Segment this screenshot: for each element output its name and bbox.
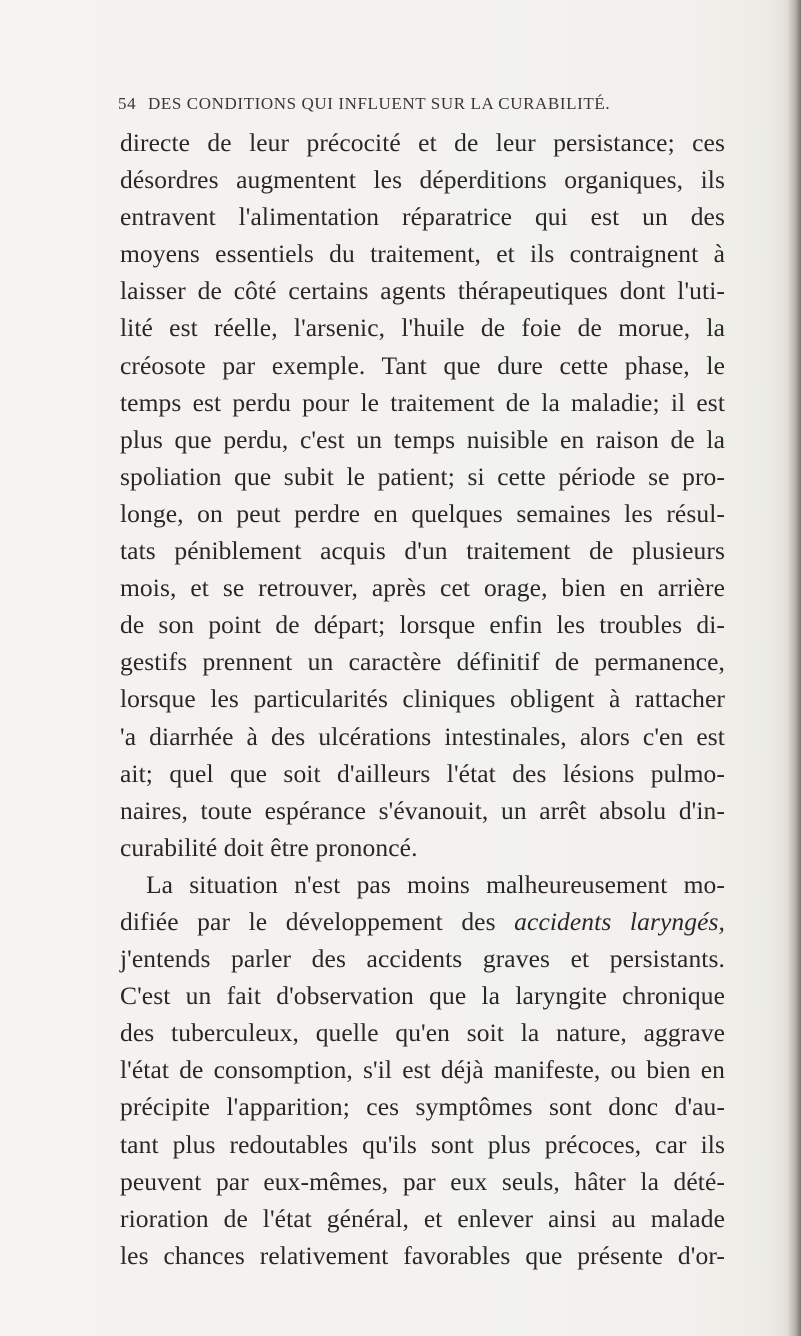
text-segment: difiée par le développement des <box>120 906 515 936</box>
text-line: précipite l'apparition; ces symptômes sont donc d'au- <box>120 1092 725 1122</box>
page-edge-shadow <box>787 0 801 1336</box>
text-line: désordres augmentent les déperditions organiques, ils <box>120 165 725 195</box>
text-line: curabilité doit être prononcé. <box>120 832 418 862</box>
text-line: l'état de consomption, s'il est déjà manifeste, ou bien en <box>120 1055 725 1085</box>
italic-term: accidents laryngés, <box>514 906 725 936</box>
text-line: C'est un fait d'observation que la laryngite chronique <box>120 981 725 1011</box>
text-line: peuvent par eux-mêmes, par eux seuls, hâter la dété- <box>120 1166 725 1196</box>
text-line: moyens essentiels du traitement, et ils contraignent à <box>120 239 725 269</box>
running-head-title: DES CONDITIONS QUI INFLUENT SUR LA CURABILITÉ. <box>148 94 611 113</box>
text-line: des tuberculeux, quelle qu'en soit la nature, aggrave <box>120 1018 725 1048</box>
text-line: lorsque les particularités cliniques obligent à rattacher <box>120 684 725 714</box>
text-line: naires, toute espérance s'évanouit, un arrêt absolu d'in- <box>120 795 725 825</box>
text-line: de son point de départ; lorsque enfin les troubles di- <box>120 610 725 640</box>
text-line: mois, et se retrouver, après cet orage, bien en arrière <box>120 573 725 603</box>
text-line: temps est perdu pour le traitement de la maladie; il est <box>120 387 725 417</box>
text-line: tats péniblement acquis d'un traitement de plusieurs <box>120 536 725 566</box>
running-head <box>118 94 678 118</box>
paragraph-start: La situation n'est pas moins malheureusement mo- <box>146 869 725 899</box>
text-line: les chances relativement favorables que présente d'or- <box>120 1240 725 1270</box>
text-line: rioration de l'état général, et enlever ainsi au malade <box>120 1203 725 1233</box>
text-line: plus que perdu, c'est un temps nuisible en raison de la <box>120 424 725 454</box>
text-line: j'entends parler des accidents graves et persistants. <box>120 944 725 974</box>
text-line: longe, on peut perdre en quelques semaines les résul- <box>120 498 725 528</box>
text-line: directe de leur précocité et de leur persistance; ces <box>120 128 725 157</box>
text-line: tant plus redoutables qu'ils sont plus précoces, car ils <box>120 1129 725 1159</box>
text-line: laisser de côté certains agents thérapeutiques dont l'uti- <box>120 276 725 306</box>
text-line: entravent l'alimentation réparatrice qui est un des <box>120 202 725 232</box>
text-line: spoliation que subit le patient; si cette période se pro- <box>120 461 725 491</box>
text-line: gestifs prennent un caractère définitif de permanence, <box>120 647 725 677</box>
page-number: 54 <box>118 94 137 113</box>
text-line: ait; quel que soit d'ailleurs l'état des lésions pulmo- <box>120 758 725 788</box>
text-line: lité est réelle, l'arsenic, l'huile de foie de morue, la <box>120 313 725 343</box>
body-text <box>120 124 725 1274</box>
text-line-with-italic <box>120 903 725 940</box>
text-line: 'a diarrhée à des ulcérations intestinales, alors c'en est <box>120 721 725 751</box>
text-line: créosote par exemple. Tant que dure cette phase, le <box>120 350 725 380</box>
